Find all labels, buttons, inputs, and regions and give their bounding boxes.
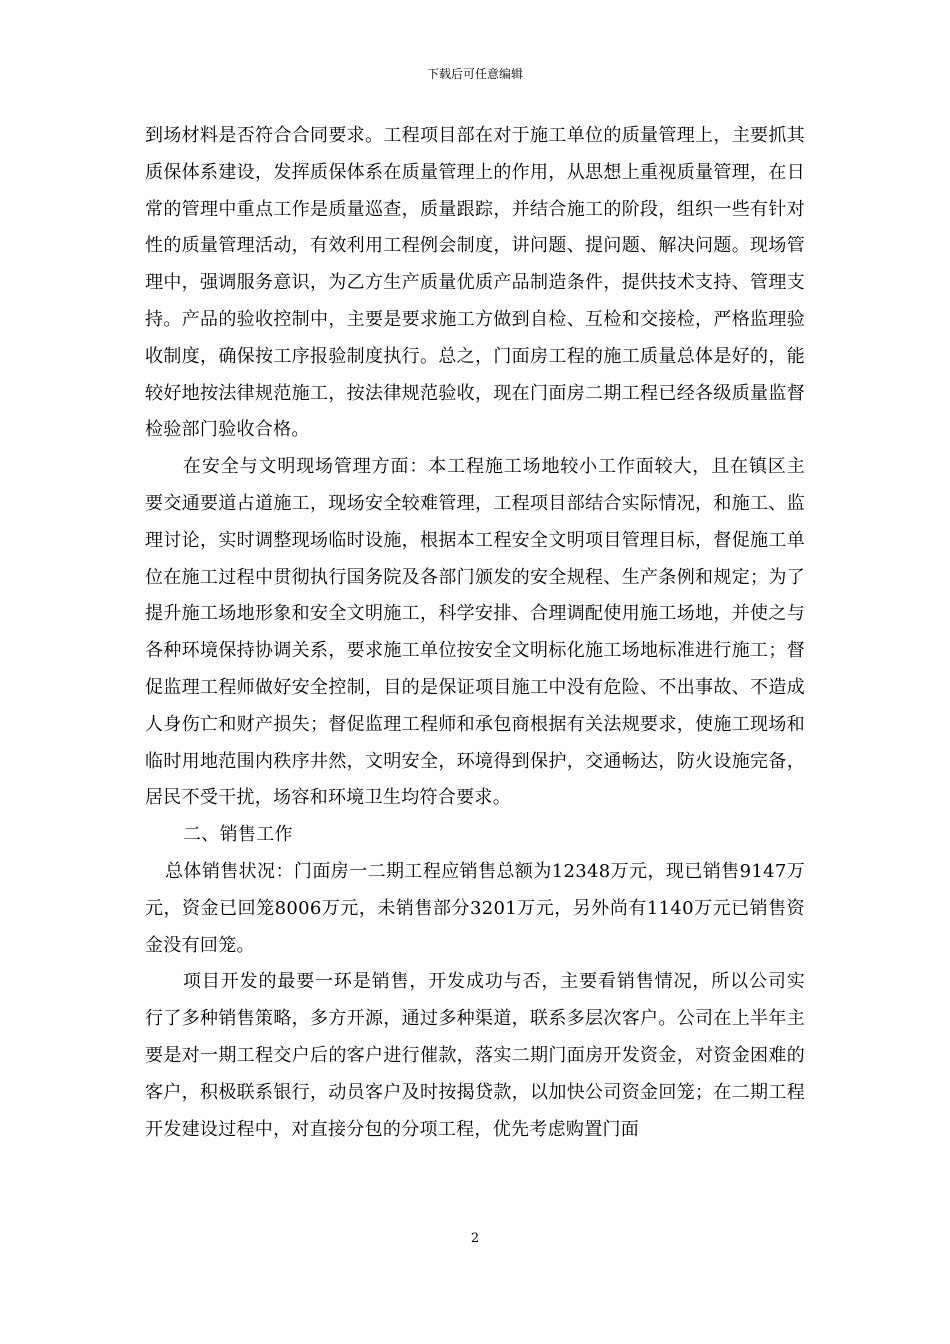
paragraph-sales-strategy: 项目开发的最要一环是销售，开发成功与否，主要看销售情况，所以公司实行了多种销售策略，多方开源，通过多种渠道，联系多层次客户。公司在上半年主要是对一期工程交户后的客户进行催款，落实二期门面房开发资金，对资金困难的客户，积极联系银行，动员客户及时按揭贷款，以加快公司资金回笼；在二期工程开发建设过程中，对直接分包的分项工程，优先考虑购置门面 xyxy=(145,971,805,1140)
paragraph-quality-management: 到场材料是否符合合同要求。工程项目部在对于施工单位的质量管理上，主要抓其质保体系建设，发挥质保体系在质量管理上的作用，从思想上重视质量管理，在日常的管理中重点工作是质量巡查，质量跟踪，并结合施工的阶段，组织一些有针对性的质量管理活动，有效利用工程例会制度，讲问题、提问题、解决问题。现场管理中，强调服务意识，为乙方生产质量优质产品制造条件，提供技术支持、管理支持。产品的验收控制中，主要是要求施工方做到自检、互检和交接检，严格监理验收制度，确保按工序报验制度执行。总之，门面房工程的施工质量总体是好的，能较好地按法律规范施工，按法律规范验收，现在门面房二期工程已经各级质量监督检验部门验收合格。 xyxy=(145,125,805,441)
document-body xyxy=(145,118,805,1148)
paragraph-safety-management: 在安全与文明现场管理方面：本工程施工场地较小工作面较大，且在镇区主要交通要道占道施工，现场安全较难管理，工程项目部结合实际情况，和施工、监理讨论，实时调整现场临时设施，根据本工程安全文明项目管理目标，督促施工单位在施工过程中贯彻执行国务院及各部门颁发的安全规程、生产条例和规定；为了提升施工场地形象和安全文明施工，科学安排、合理调配使用施工场地，并使之与各种环境保持协调关系，要求施工单位按安全文明标化施工场地标准进行施工；督促监理工程师做好安全控制，目的是保证项目施工中没有危险、不出事故、不造成人身伤亡和财产损失；督促监理工程师和承包商根据有关法规要求，使施工现场和临时用地范围内秩序井然，文明安全，环境得到保护，交通畅达，防火设施完备，居民不受干扰，场容和环境卫生均符合要求。 xyxy=(145,456,805,809)
section-heading-sales: 二、销售工作 xyxy=(183,824,293,846)
page-number: 2 xyxy=(470,1231,480,1246)
paragraph-sales-overview: 总体销售状况：门面房一二期工程应销售总额为12348万元，现已销售9147万元，资金已回笼8006万元，未销售部分3201万元，另外尚有1140万元已销售资金没有回笼。 xyxy=(145,860,805,956)
page-header: 下载后可任意编辑 xyxy=(426,67,523,81)
